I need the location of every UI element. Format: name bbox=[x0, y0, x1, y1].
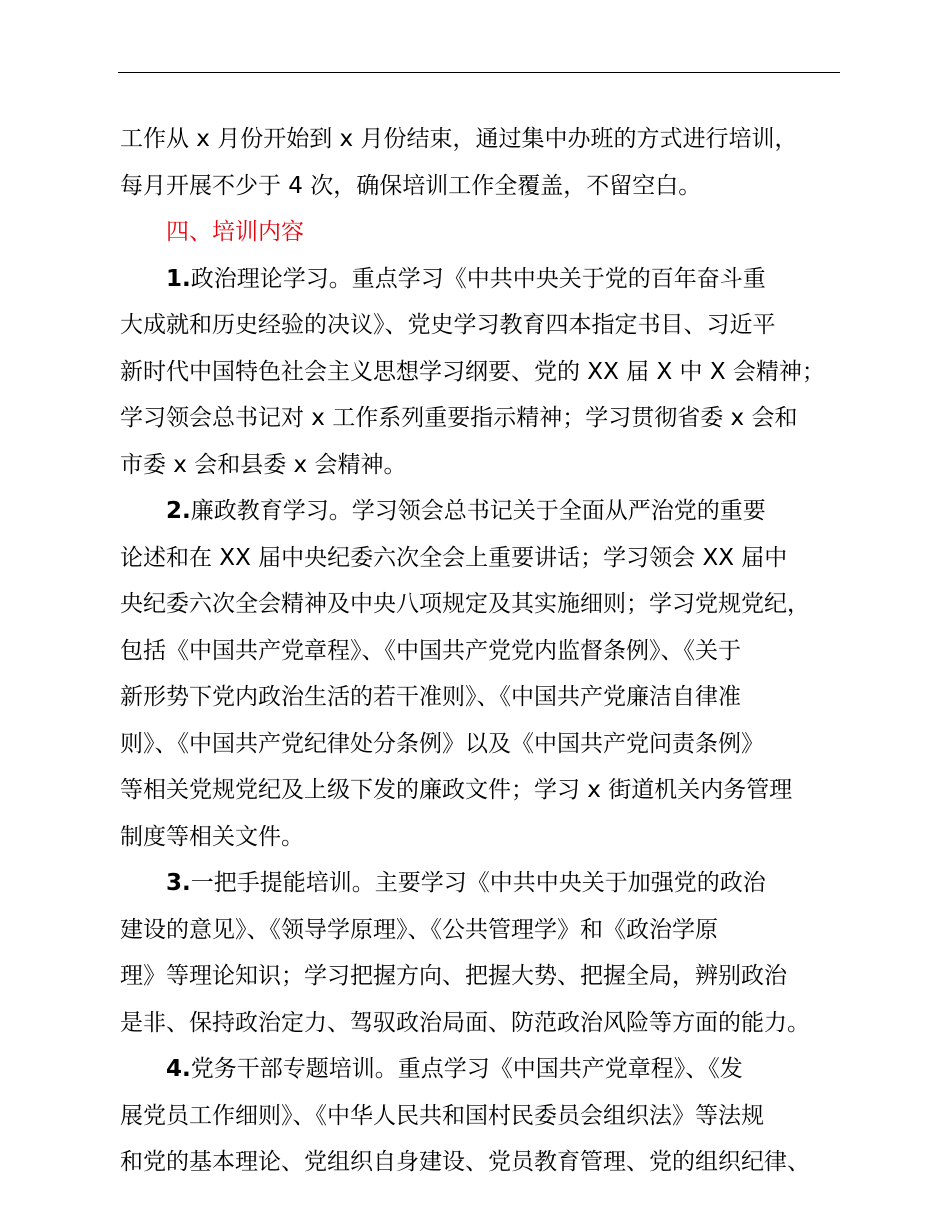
text-line: 学习领会总书记对 x 工作系列重要指示精神；学习贯彻省委 x 会和 bbox=[120, 405, 798, 431]
item-text: 廉政教育学习。学习领会总书记关于全面从严治党的重要 bbox=[190, 498, 766, 524]
document-body bbox=[120, 116, 840, 1186]
item-1-first-line bbox=[120, 256, 840, 303]
item-text: 政治理论学习。重点学习《中共中央关于党的百年奋斗重 bbox=[190, 265, 766, 292]
item-number: 1. bbox=[166, 265, 191, 292]
text-line: 等相关党规党纪及上级下发的廉政文件；学习 x 街道机关内务管理 bbox=[120, 777, 793, 803]
item-4-first-line bbox=[120, 1046, 840, 1093]
item-number: 3. bbox=[166, 870, 191, 896]
item-3-first-line bbox=[120, 860, 840, 907]
text-line: 新形势下党内政治生活的若干准则》、《中国共产党廉洁自律准 bbox=[120, 684, 741, 710]
text-line: 制度等相关文件。 bbox=[120, 823, 304, 850]
text-line: 理》等理论知识；学习把握方向、把握大势、把握全局，辨别政治 bbox=[120, 963, 787, 989]
text-line: 大成就和历史经验的决议》、党史学习教育四本指定书目、习近平 bbox=[120, 312, 776, 338]
text-line: 是非、保持政治定力、驾驭政治局面、防范政治风险等方面的能力。 bbox=[120, 1009, 810, 1036]
item-number: 4. bbox=[166, 1056, 191, 1082]
text-line: 央纪委六次全会精神及中央八项规定及其实施细则；学习党规党纪， bbox=[120, 591, 810, 617]
item-number: 2. bbox=[166, 498, 191, 524]
section-heading: 四、培训内容 bbox=[166, 219, 304, 245]
text-line: 工作从 x 月份开始到 x 月份结束，通过集中办班的方式进行培训， bbox=[120, 126, 798, 152]
text-line: 建设的意见》、《领导学原理》、《公共管理学》和《政治学原 bbox=[120, 916, 718, 943]
item-2-first-line bbox=[120, 488, 840, 535]
text-line: 展党员工作细则》、《中华人民共和国村民委员会组织法》等法规 bbox=[120, 1102, 764, 1129]
text-line: 论述和在 XX 届中央纪委六次全会上重要讲话；学习领会 XX 届中 bbox=[120, 544, 788, 571]
text-line: 包括《中国共产党章程》、《中国共产党党内监督条例》、《关于 bbox=[120, 637, 741, 664]
header-rule bbox=[118, 72, 840, 73]
text-line: 市委 x 会和县委 x 会精神。 bbox=[120, 451, 407, 478]
text-line: 每月开展不少于 4 次，确保培训工作全覆盖，不留空白。 bbox=[120, 172, 702, 199]
item-text: 一把手提能培训。主要学习《中共中央关于加强党的政治 bbox=[190, 870, 766, 896]
item-text: 党务干部专题培训。重点学习《中国共产党章程》、《发 bbox=[190, 1056, 743, 1082]
text-line: 新时代中国特色社会主义思想学习纲要、党的 XX 届 X 中 X 会精神； bbox=[120, 358, 825, 385]
text-line: 则》、《中国共产党纪律处分条例》以及《中国共产党问责条例》 bbox=[120, 730, 764, 757]
text-line: 和党的基本理论、党组织自身建设、党员教育管理、党的组织纪律、 bbox=[120, 1149, 810, 1175]
